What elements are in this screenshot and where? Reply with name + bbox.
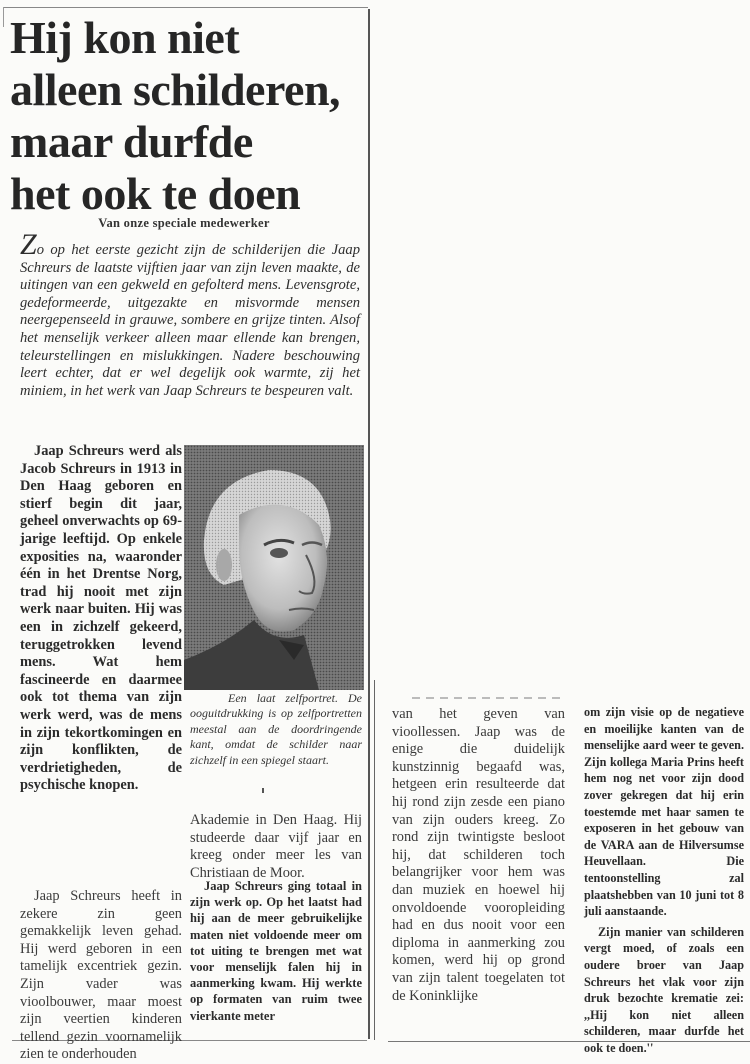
paragraph: Jaap Schreurs ging totaal in zijn werk op. Op het laatst had hij aan de meer gebruikelijke maten niet voldoende meer om tot uiting te brengen met wat voor menselijk falen hij in aanmerking kwam. Hij werkte op formaten van ruim twee vierkante meter	[190, 879, 362, 1023]
headline-line: alleen schilderen,	[10, 64, 341, 115]
paragraph: om zijn visie op de negatieve en moeilijke kanten van de menselijke aard weer te geven. Zijn kollega Maria Prins heeft hem nog net voor zijn dood zover gekregen dat hij erin toestemde met haar samen te exposeren in het gebouw van de VARA aan de Hilversumse Heuvellaan. Die tentoonstelling zal plaatshebben van 10 juni tot 8 juli aanstaande.	[584, 705, 744, 919]
paragraph: van het geven van vioollessen. Jaap was de enige die duidelijk kunstzinnig begaafd was, hetgeen erin resulteerde dat hij rond zijn zesde een piano van zijn ouders kreeg. Zo rond zijn twintigste besloot hij, dat schilderen toch belangrijker voor hem was dan muziek en hoewel hij onvoldoende vooropleiding had en dus nooit voor een diploma in aanmerking zou komen, werd hij op grond van zijn talent toegelaten tot de Koninklijke	[392, 706, 565, 1004]
top-border-rule	[3, 7, 368, 8]
headline-line: maar durfde	[10, 116, 253, 167]
intro-text: o op het eerste gezicht zijn de schilderijen die Jaap Schreurs de laatste vijftien jaar van zijn leven maakte, de uitingen van een gekweld en gefolterd mens. Levensgrote, gedeformeerde, uitgezakte en misvormde mensen neergepenseeld in grauwe, sombere en grijze tinten. Alsof het menselijk verkeer alleen maar ellende kan brengen, teleurstellingen en mislukkingen. Nadere beschouwing leert echter, dat er wel degelijk ook warmte, zij het miniem, in het werk van Jaap Schreurs te bespeuren valt.	[20, 242, 360, 399]
caption-text: Een laat zelfportret. De ooguitdrukking is op zelfportretten meestal aan de doordringende kant, omdat de schilder naar zichzelf in een spiegel staart.	[190, 691, 362, 767]
column-divider-rule-secondary	[374, 680, 375, 1040]
faded-text-line	[412, 697, 562, 699]
column-divider-rule	[368, 9, 370, 1039]
headline-line: Hij kon niet	[10, 12, 240, 63]
column-1-part-2	[20, 888, 182, 1064]
photo-caption	[190, 691, 362, 768]
column-2-part-1	[190, 812, 362, 882]
portrait-illustration	[184, 445, 364, 690]
paragraph: Akademie in Den Haag. Hij studeerde daar vijf jaar en kreeg onder meer les van Christiaan de Moor.	[190, 812, 362, 881]
paragraph: Jaap Schreurs werd als Jacob Schreurs in 1913 in Den Haag geboren en stierf begin dit jaar, geheel onverwachts op 69-jarige leeftijd. Op enkele exposities na, waaronder één in het Drentse Norg, trad hij nooit met zijn werk naar buiten. Hij was een in zichzelf gekeerd, teruggetrokken levend mens. Wat hem fascineerde en daarmee ook tot thema van zijn werk werd, was de mens in zijn tekortkomingen en zijn konflikten, de verdrietigheden, de psychische knopen.	[20, 443, 182, 794]
column-3	[392, 706, 565, 1005]
headline	[10, 12, 366, 220]
headline-line: het ook te doen	[10, 168, 301, 219]
self-portrait-photo	[184, 445, 364, 690]
paragraph-closing-quote: Zijn manier van schilderen vergt moed, of zoals een oudere broer van Jaap Schreurs het vlak voor zijn druk bezochte krematie zei: ,,Hij kon niet alleen schilderen, maar durfde het ook te doen.''	[584, 924, 744, 1055]
left-border-rule	[3, 7, 4, 27]
print-speck	[262, 788, 264, 793]
paragraph: Jaap Schreurs heeft in zekere zin geen gemakkelijk leven gehad. Hij werd geboren in een tamelijk excentriek gezin. Zijn vader was vioolbouwer, maar moest zijn veertien kinderen tellend gezin voornamelijk zien te onderhouden	[20, 888, 182, 1063]
column-2-part-2	[190, 878, 362, 1024]
column-4	[584, 704, 744, 1056]
intro-paragraph	[20, 228, 360, 400]
byline: Van onze speciale medewerker	[98, 216, 270, 230]
column-1-part-1	[20, 443, 182, 795]
dropcap: Z	[20, 228, 37, 261]
